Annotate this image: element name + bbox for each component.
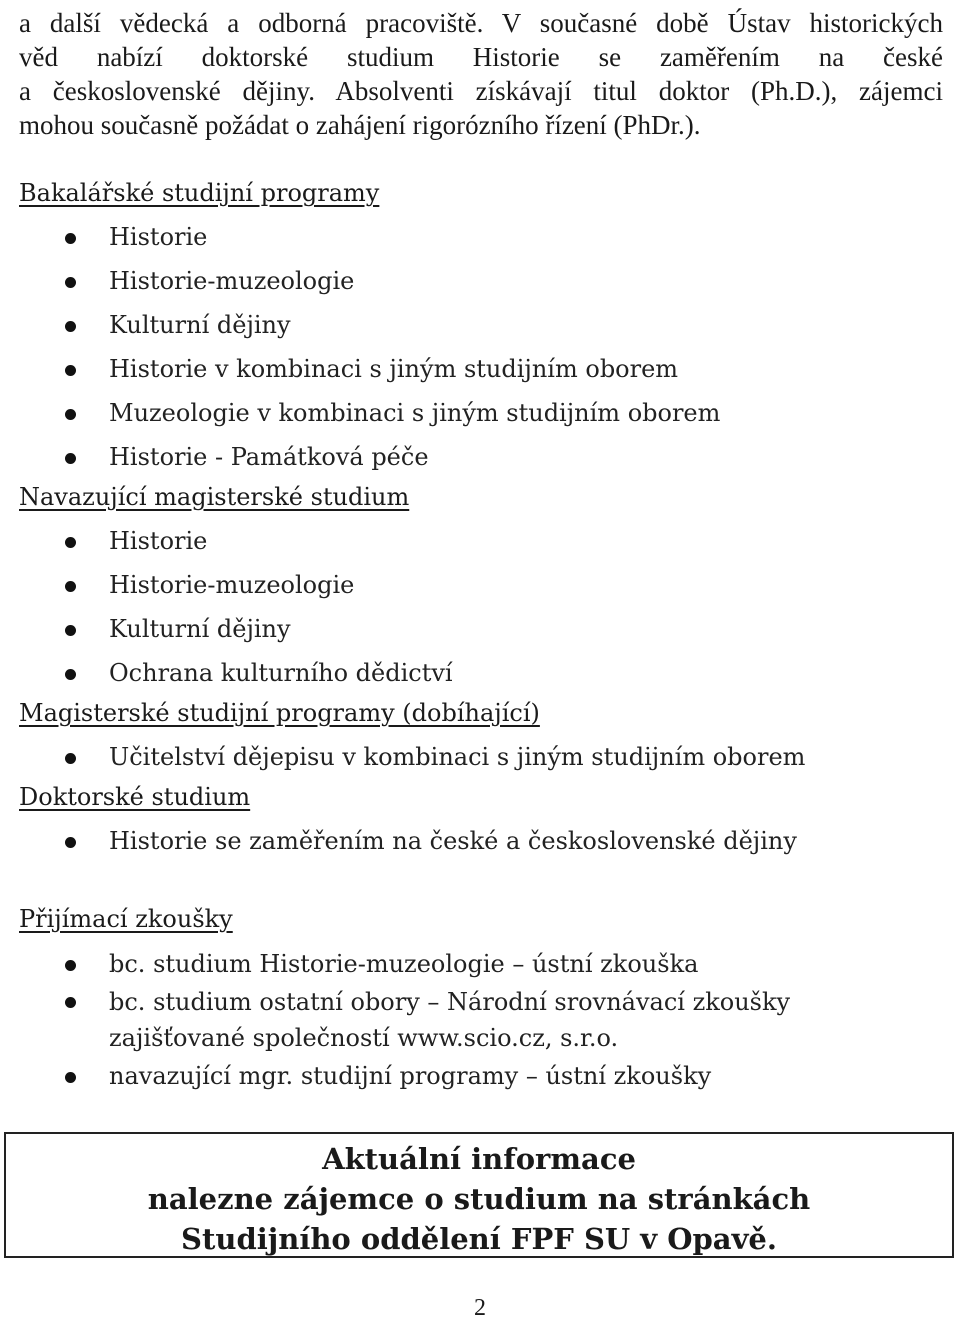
info-box xyxy=(4,1132,954,1258)
bullet-icon xyxy=(65,997,76,1008)
info-line: Aktuální informace xyxy=(322,1142,636,1176)
list-item: Ochrana kulturního dědictví xyxy=(109,659,453,687)
list-item: Muzeologie v kombinaci s jiným studijním oborem xyxy=(109,399,721,427)
bullet-icon xyxy=(65,537,76,548)
info-line: Studijního oddělení FPF SU v Opavě. xyxy=(181,1222,777,1256)
admission-heading: Přijímací zkoušky xyxy=(19,905,233,933)
list-item: bc. studium ostatní obory – Národní srovnávací zkoušky zajišťované společností www.scio.cz, s.r.o. xyxy=(109,988,791,1052)
doctoral-heading: Doktorské studium xyxy=(19,783,251,811)
intro-line: a další vědecká a odborná pracoviště. V současné době Ústav historických xyxy=(19,8,943,38)
list-item: Historie-muzeologie xyxy=(109,571,355,599)
master-ongoing-heading: Magisterské studijní programy (dobíhající) xyxy=(19,699,540,727)
list-item: Historie xyxy=(109,223,208,251)
list-item: bc. studium Historie-muzeologie – ústní zkouška xyxy=(109,950,699,978)
list-item: Historie v kombinaci s jiným studijním oborem xyxy=(109,355,679,383)
list-item: Kulturní dějiny xyxy=(109,615,291,643)
bullet-icon xyxy=(65,625,76,636)
list-item: Historie - Památková péče xyxy=(109,443,429,471)
master-follow-heading: Navazující magisterské studium xyxy=(19,483,410,511)
list-item: Historie-muzeologie xyxy=(109,267,355,295)
bullet-icon xyxy=(65,837,76,848)
list-item: Historie xyxy=(109,527,208,555)
list-item: Učitelství dějepisu v kombinaci s jiným studijním oborem xyxy=(109,743,806,771)
info-line: nalezne zájemce o studium na stránkách xyxy=(147,1182,811,1216)
list-item: Historie se zaměřením na české a československé dějiny xyxy=(109,827,797,855)
bullet-icon xyxy=(65,277,76,288)
bullet-icon xyxy=(65,669,76,680)
bullet-icon xyxy=(65,233,76,244)
list-item: Kulturní dějiny xyxy=(109,311,291,339)
bullet-icon xyxy=(65,1072,76,1083)
bachelor-heading: Bakalářské studijní programy xyxy=(19,179,380,207)
intro-paragraph xyxy=(19,6,943,142)
list-item: navazující mgr. studijní programy – ústní zkoušky xyxy=(109,1062,712,1090)
bullet-icon xyxy=(65,409,76,420)
intro-line: věd nabízí doktorské studium Historie se zaměřením na české xyxy=(19,42,943,72)
bullet-icon xyxy=(65,321,76,332)
bullet-icon xyxy=(65,365,76,376)
intro-line: a československé dějiny. Absolventi získávají titul doktor (Ph.D.), zájemci xyxy=(19,76,943,106)
intro-line: mohou současně požádat o zahájení rigorózního řízení (PhDr.). xyxy=(19,110,701,140)
page-number: 2 xyxy=(474,1295,486,1321)
bullet-icon xyxy=(65,960,76,971)
bullet-icon xyxy=(65,753,76,764)
bullet-icon xyxy=(65,453,76,464)
bullet-icon xyxy=(65,581,76,592)
